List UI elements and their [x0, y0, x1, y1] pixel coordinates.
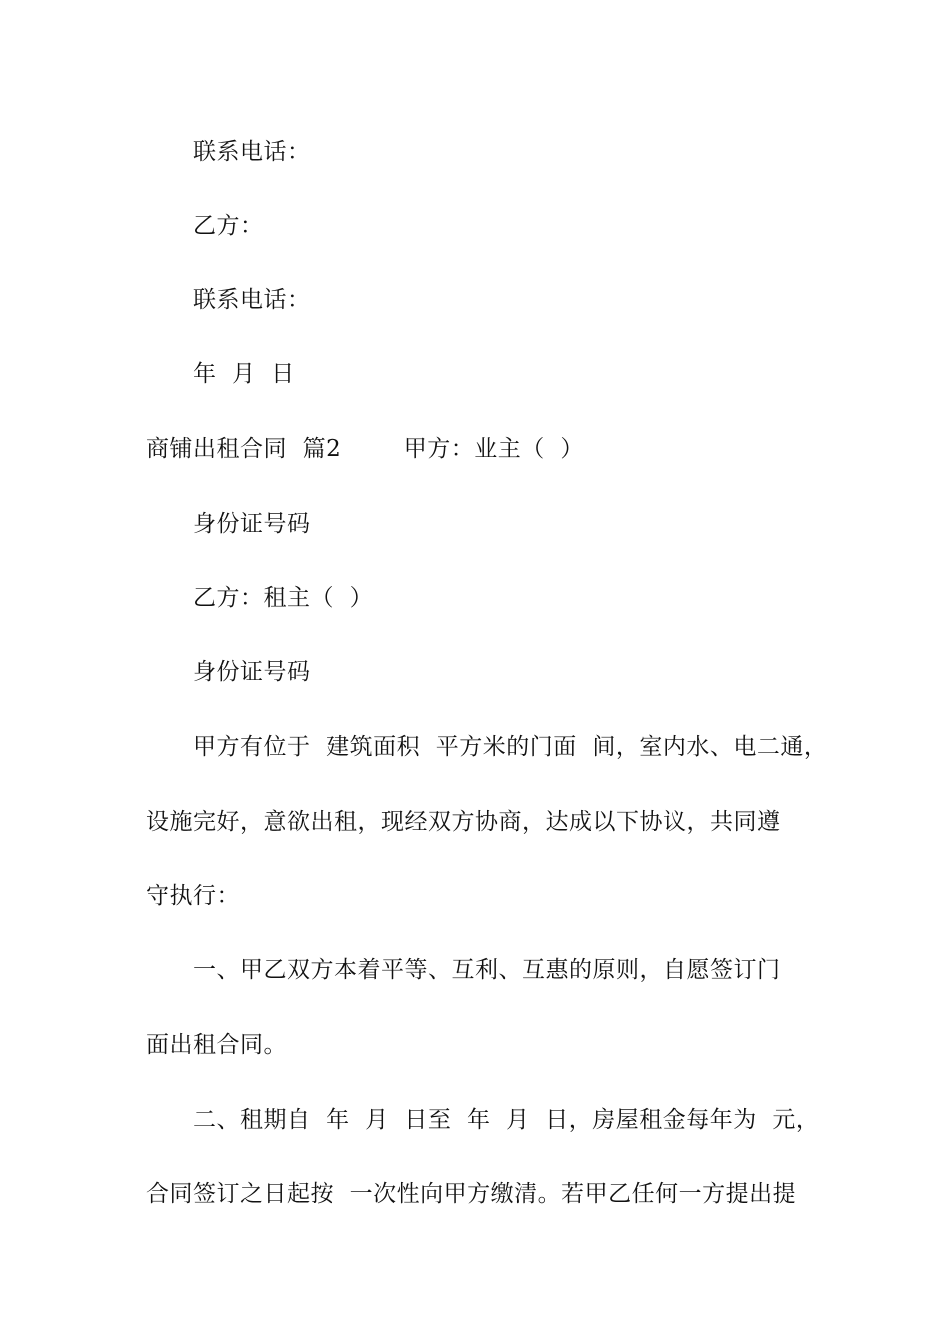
paragraph-1-line-3: 守执行： — [146, 883, 240, 909]
paragraph-1-line-1: 甲方有位于 建筑面积 平方米的门面 间，室内水、电二通， — [193, 734, 828, 760]
date-line: 年 月 日 — [193, 361, 295, 387]
clause-2-line-1: 二、租期自 年 月 日至 年 月 日，房屋租金每年为 元， — [193, 1107, 820, 1133]
clause-1-line-2: 面出租合同。 — [146, 1032, 287, 1058]
clause-2-line-2: 合同签订之日起按 一次性向甲方缴清。若甲乙任何一方提出提 — [146, 1181, 797, 1207]
party-b-label: 乙方： — [193, 213, 264, 239]
party-b-tenant-line: 乙方：租主（ ） — [193, 585, 374, 611]
contact-phone-label-2: 联系电话： — [193, 287, 311, 313]
contact-phone-label-1: 联系电话： — [193, 139, 311, 165]
section-heading-line: 商铺出租合同 篇2 甲方：业主（ ） — [146, 436, 584, 462]
paragraph-1-line-2: 设施完好，意欲出租，现经双方协商，达成以下协议，共同遵 — [146, 809, 781, 835]
id-number-label-1: 身份证号码 — [193, 511, 311, 537]
clause-1-line-1: 一、甲乙双方本着平等、互利、互惠的原则，自愿签订门 — [193, 957, 781, 983]
id-number-label-2: 身份证号码 — [193, 659, 311, 685]
